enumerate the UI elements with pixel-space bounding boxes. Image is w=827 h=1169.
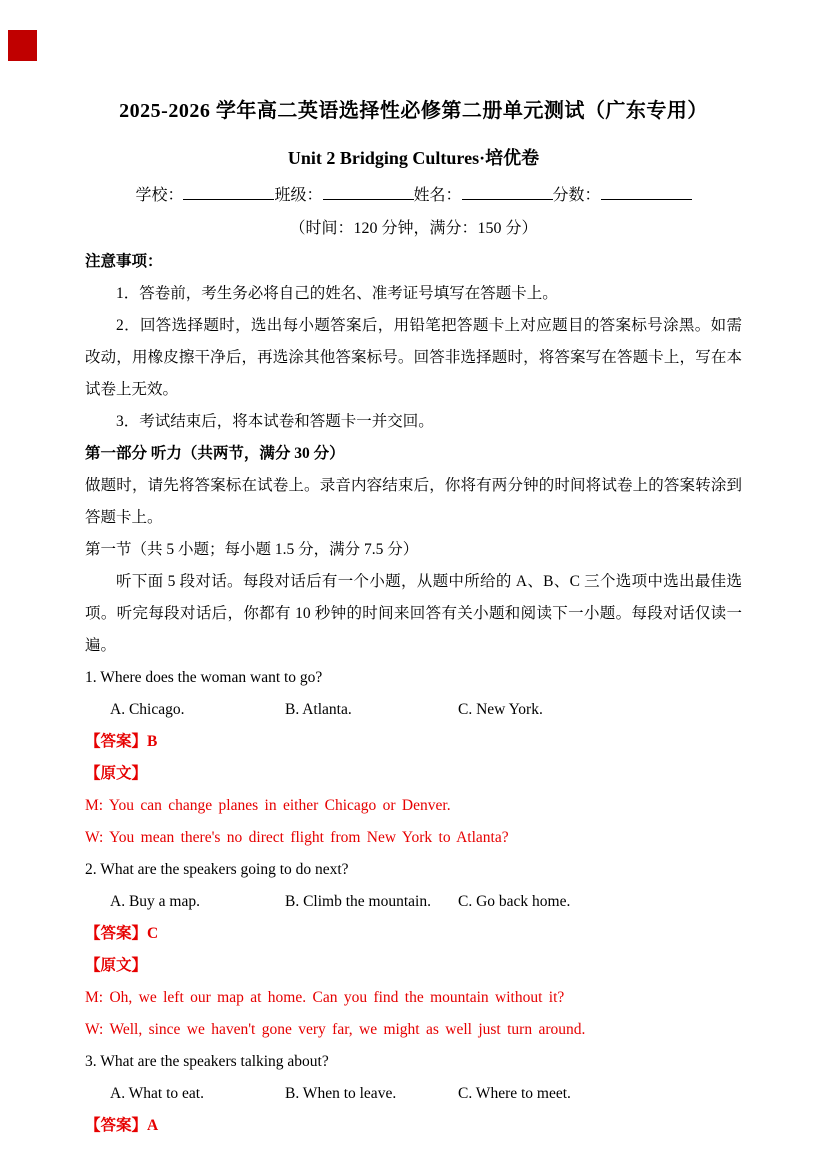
question-2-transcript-line-2: W: Well, since we haven't gone very far, we might as well just turn around.: [85, 1021, 586, 1038]
notice-item-2: 2．回答选择题时，选出每小题答案后，用铅笔把答题卡上对应题目的答案标号涂黑。如需改动，用橡皮擦干净后，再选涂其他答案标号。回答非选择题时，将答案写在答题卡上，写在本试卷上无效。: [85, 317, 742, 398]
question-1-option-a: A. Chicago.: [110, 701, 185, 718]
name-label: 姓名：: [413, 187, 462, 204]
answer-label: 【答案】: [85, 925, 148, 942]
question-1-transcript-line-2: W: You mean there's no direct flight from New York to Atlanta?: [85, 829, 509, 846]
question-1: [85, 662, 742, 854]
class-field: [274, 181, 413, 211]
name-field: [414, 181, 553, 211]
question-3-option-c: C. Where to meet.: [458, 1085, 571, 1102]
question-1-transcript-line-1: M: You can change planes in either Chicago or Denver.: [85, 797, 451, 814]
question-2-option-c: C. Go back home.: [458, 893, 571, 910]
question-2-text: 2. What are the speakers going to do next?: [85, 861, 349, 878]
question-2-options: [85, 886, 742, 918]
class-blank-underline: [323, 183, 414, 200]
class-label: 班级：: [274, 187, 323, 204]
question-2-answer-line: [85, 918, 742, 950]
question-2-option-a: A. Buy a map.: [110, 893, 200, 910]
answer-label: 【答案】: [85, 1117, 148, 1134]
notice-item-3: 3．考试结束后，将本试卷和答题卡一并交回。: [116, 413, 434, 430]
answer-label: 【答案】: [85, 733, 148, 750]
name-blank-underline: [462, 183, 553, 200]
question-1-answer-value: B: [147, 733, 158, 750]
question-3-answer-line: [85, 1110, 742, 1142]
question-1-text: 1. Where does the woman want to go?: [85, 669, 323, 686]
question-1-transcript-label: 【原文】: [85, 765, 148, 782]
question-2-transcript-label: 【原文】: [85, 957, 148, 974]
question-1-answer-line: [85, 726, 742, 758]
question-3-answer-value: A: [147, 1117, 159, 1134]
student-info-line: [85, 181, 742, 211]
question-1-option-b: B. Atlanta.: [285, 701, 352, 718]
document-title: 2025-2026 学年高二英语选择性必修第二册单元测试（广东专用）: [119, 100, 708, 122]
score-label: 分数：: [552, 187, 601, 204]
question-3-option-a: A. What to eat.: [110, 1085, 204, 1102]
school-label: 学校：: [135, 187, 184, 204]
score-field: [553, 181, 692, 211]
notice-title: 注意事项：: [85, 253, 163, 270]
notice-item-1: 1．答卷前，考生务必将自己的姓名、准考证号填写在答题卡上。: [116, 285, 558, 302]
section1-instructions: 听下面 5 段对话。每段对话后有一个小题，从题中所给的 A、B、C 三个选项中选出最佳选项。听完每段对话后，你都有 10 秒钟的时间来回答有关小题和阅读下一小题。每段对话仅读一遍。: [85, 573, 742, 654]
question-2-option-b: B. Climb the mountain.: [285, 893, 431, 910]
question-1-options: [85, 694, 742, 726]
question-2-transcript-line-1: M: Oh, we left our map at home. Can you find the mountain without it?: [85, 989, 565, 1006]
question-3-options: [85, 1078, 742, 1110]
red-corner-stamp: [8, 30, 37, 61]
document-subtitle: Unit 2 Bridging Cultures·培优卷: [287, 148, 540, 168]
question-2-answer-value: C: [147, 925, 159, 942]
question-3: [85, 1046, 742, 1142]
school-field: [135, 181, 274, 211]
school-blank-underline: [183, 183, 274, 200]
question-3-text: 3. What are the speakers talking about?: [85, 1053, 329, 1070]
question-3-option-b: B. When to leave.: [285, 1085, 397, 1102]
question-1-option-c: C. New York.: [458, 701, 543, 718]
part1-heading: 第一部分 听力（共两节，满分 30 分）: [85, 445, 345, 462]
section1-heading: 第一节（共 5 小题；每小题 1.5 分，满分 7.5 分）: [85, 541, 419, 558]
part1-intro: 做题时，请先将答案标在试卷上。录音内容结束后，你将有两分钟的时间将试卷上的答案转涂到答题卡上。: [85, 477, 742, 526]
score-blank-underline: [601, 183, 692, 200]
time-score-line: （时间：120 分钟，满分：150 分）: [289, 220, 538, 237]
question-2: [85, 854, 742, 1046]
